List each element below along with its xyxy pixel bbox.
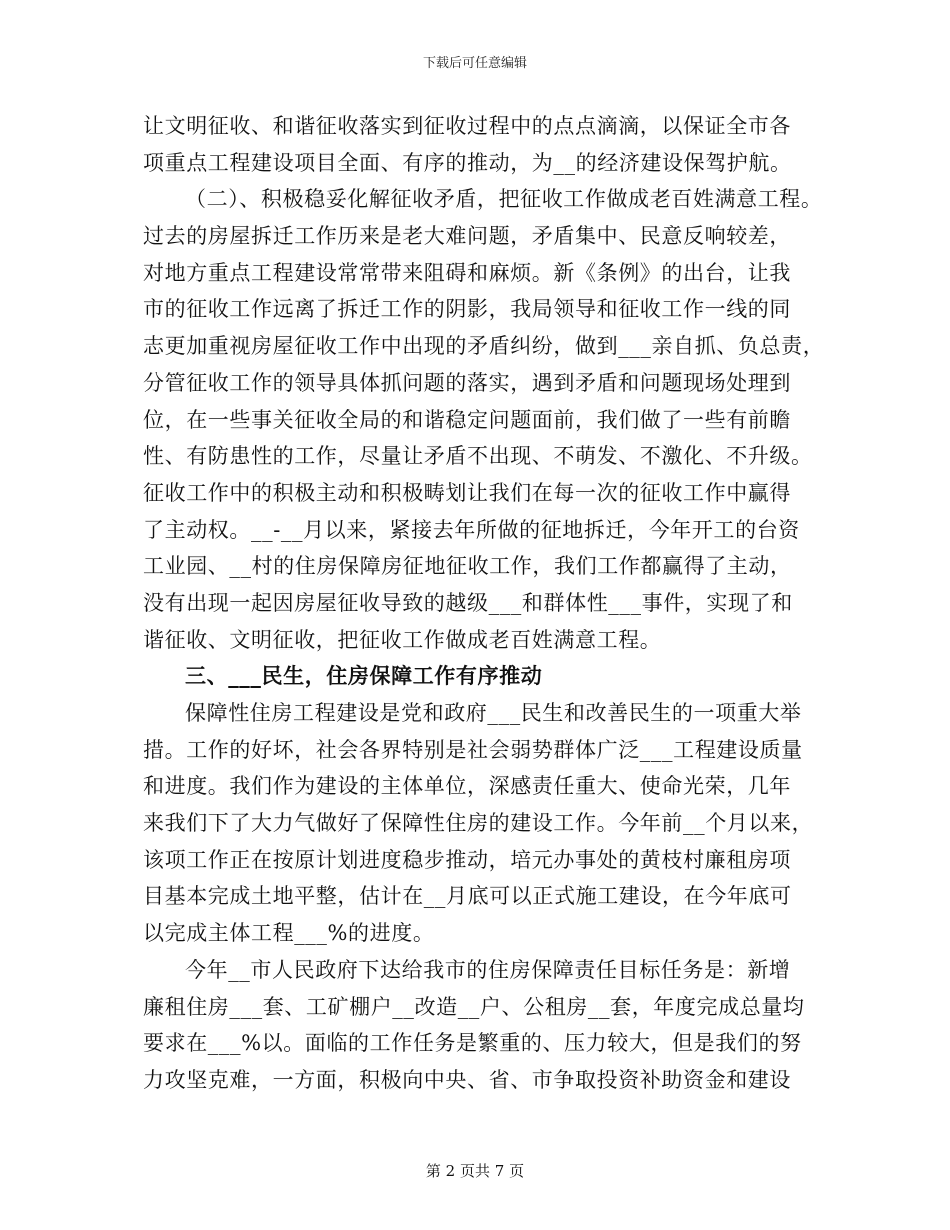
text-line: 要求在___%以。面临的工作任务是繁重的、压力较大，但是我们的努 [143, 1031, 802, 1056]
text-line: 让文明征收、和谐征收落实到征收过程中的点点滴滴，以保证全市各 [143, 114, 791, 138]
text-line: 力攻坚克难，一方面，积极向中央、省、市争取投资补助资金和建设 [143, 1067, 791, 1092]
text-line: 征收工作中的积极主动和积极畴划让我们在每一次的征收工作中赢得 [143, 480, 791, 505]
text-line: 该项工作正在按原计划进度稳步推动，培元办事处的黄枝村廉租房项 [143, 847, 791, 872]
text-line: 没有出现一起因房屋征收导致的越级___和群体性___事件，实现了和 [143, 590, 793, 615]
text-line: 位，在一些事关征收全局的和谐稳定问题面前，我们做了一些有前瞻 [143, 407, 791, 432]
text-line: 分管征收工作的领导具体抓问题的落实，遇到矛盾和问题现场处理到 [143, 370, 791, 395]
text-line: 性、有防患性的工作，尽量让矛盾不出现、不萌发、不激化、不升级。 [143, 444, 813, 469]
text-line: 过去的房屋拆迁工作历来是老大难问题，矛盾集中、民意反响较差， [143, 224, 791, 249]
text-line: 以完成主体工程___%的进度。 [143, 921, 435, 946]
text-line: （二）、积极稳妥化解征收矛盾，把征收工作做成老百姓满意工程。 [185, 187, 823, 212]
text-line: 廉租住房___套、工矿棚户__改造__户、公租房__套，年度完成总量均 [143, 994, 805, 1019]
text-line: 今年__市人民政府下达给我市的住房保障责任目标任务是：新增 [185, 957, 791, 982]
text-line: 谐征收、文明征收，把征收工作做成老百姓满意工程。 [143, 627, 662, 652]
text-line: 来我们下了大力气做好了保障性住房的建设工作。今年前__个月以来， [143, 811, 814, 836]
text-line: 目基本完成土地平整，估计在__月底可以正式施工建设，在今年底可 [143, 884, 792, 909]
text-line: 对地方重点工程建设常常带来阻碍和麻烦。新《条例》的出台，让我 [143, 260, 791, 285]
text-line: 工业园、__村的住房保障房征地征收工作，我们工作都赢得了主动， [143, 554, 792, 579]
text-line: 和进度。我们作为建设的主体单位，深感责任重大、使命光荣，几年 [143, 774, 791, 799]
text-line: 市的征收工作远离了拆迁工作的阴影，我局领导和征收工作一线的同 [143, 297, 791, 322]
text-line: 志更加重视房屋征收工作中出现的矛盾纠纷，做到___亲自抓、负总责， [143, 334, 825, 359]
text-line: 措。工作的好坏，社会各界特别是社会弱势群体广泛___工程建设质量 [143, 737, 803, 762]
text-line: 项重点工程建设项目全面、有序的推动，为__的经济建设保驾护航。 [143, 150, 792, 175]
document-body [143, 108, 823, 1099]
text-line: 保障性住房工程建设是党和政府___民生和改善民生的一项重大举 [185, 701, 802, 725]
text-line: 了主动权。__-__月以来，紧接去年所做的征地拆迁，今年开工的台资 [143, 517, 800, 542]
page-header: 下载后可任意编辑 [422, 56, 527, 71]
section-heading: 三、___民生，住房保障工作有序推动 [185, 663, 543, 689]
page-footer: 第 2 页共 7 页 [425, 1162, 525, 1180]
